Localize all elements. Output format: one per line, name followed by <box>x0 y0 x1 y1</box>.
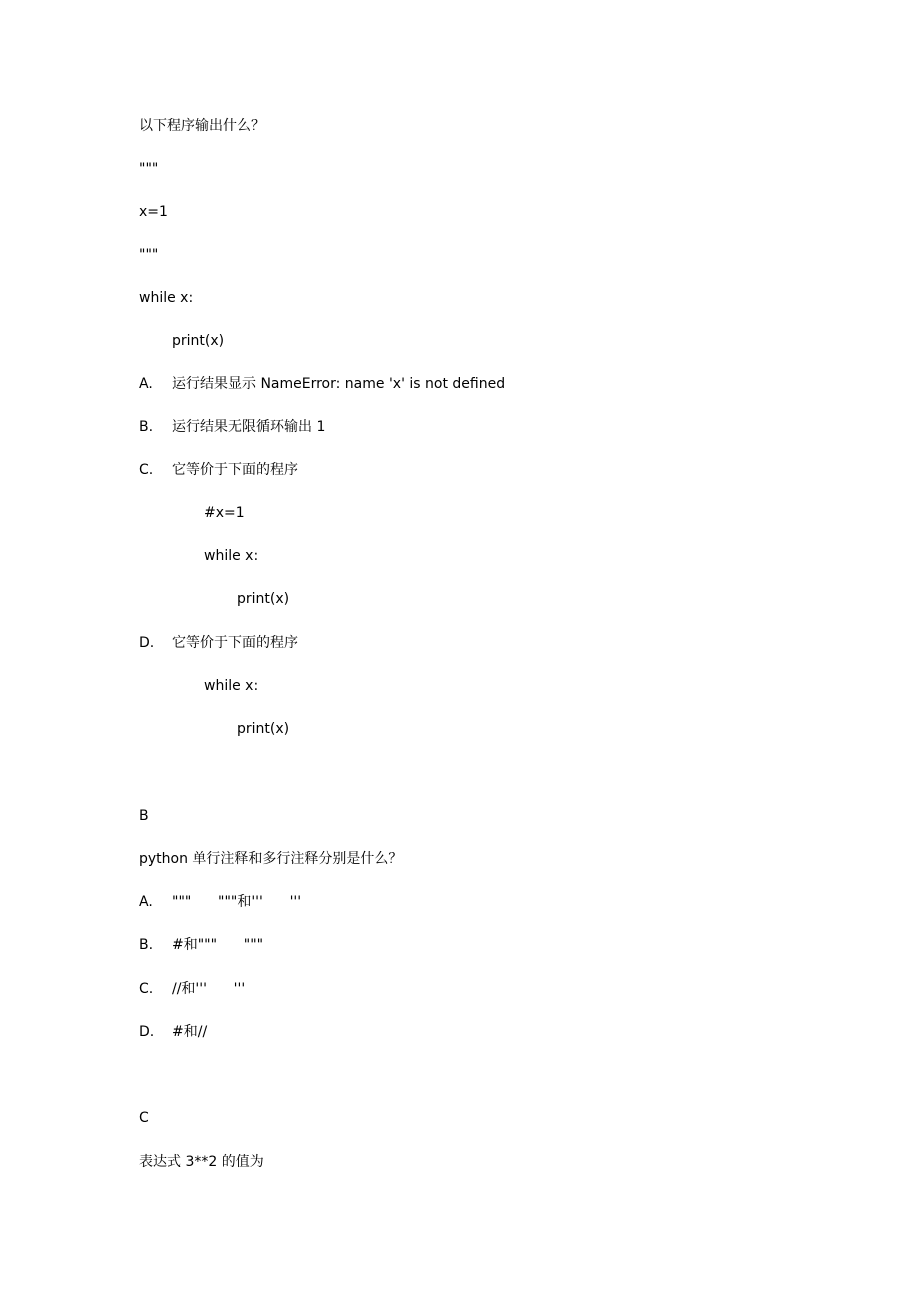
q1-option-c-text: 它等价于下面的程序 <box>172 462 298 478</box>
q1-option-b-text: 运行结果无限循环输出 1 <box>172 419 326 435</box>
q1-code-line-1: """ <box>139 161 159 177</box>
q1-code-line-2: x=1 <box>139 204 168 220</box>
q1-option-c-letter: C. <box>139 462 154 478</box>
q2-option-c-text: //和''' ''' <box>172 981 246 997</box>
q2-option-c-letter: C. <box>139 981 154 997</box>
q1-option-c-code-2: while x: <box>204 548 259 564</box>
q2-stem: python 单行注释和多行注释分别是什么？ <box>139 851 403 867</box>
q3-stem: 表达式 3**2 的值为 <box>139 1154 264 1170</box>
q1-option-a-text: 运行结果显示 NameError: name 'x' is not defined <box>172 376 506 392</box>
q2-option-d-letter: D. <box>139 1024 155 1040</box>
q1-option-d-letter: D. <box>139 635 155 651</box>
q1-option-c-code-3: print(x) <box>237 591 290 607</box>
q1-option-d-code-2: print(x) <box>237 721 290 737</box>
q1-option-a-letter: A. <box>139 376 153 392</box>
q2-option-a-text: """ """和''' ''' <box>172 894 302 910</box>
q1-option-c-code-1: #x=1 <box>204 505 245 521</box>
q1-code-line-4: while x: <box>139 290 194 306</box>
q1-option-b-letter: B. <box>139 419 154 435</box>
q1-code-line-3: """ <box>139 247 159 263</box>
q1-stem: 以下程序输出什么？ <box>139 118 265 134</box>
q2-option-a-letter: A. <box>139 894 153 910</box>
q1-code-line-5: print(x) <box>172 333 225 349</box>
q1-option-d-text: 它等价于下面的程序 <box>172 635 298 651</box>
q1-answer: B <box>139 808 149 824</box>
q2-answer: C <box>139 1110 149 1126</box>
q2-option-b-text: #和""" """ <box>172 937 264 953</box>
q1-option-d-code-1: while x: <box>204 678 259 694</box>
q2-option-d-text: #和// <box>172 1024 208 1040</box>
q2-option-b-letter: B. <box>139 937 154 953</box>
